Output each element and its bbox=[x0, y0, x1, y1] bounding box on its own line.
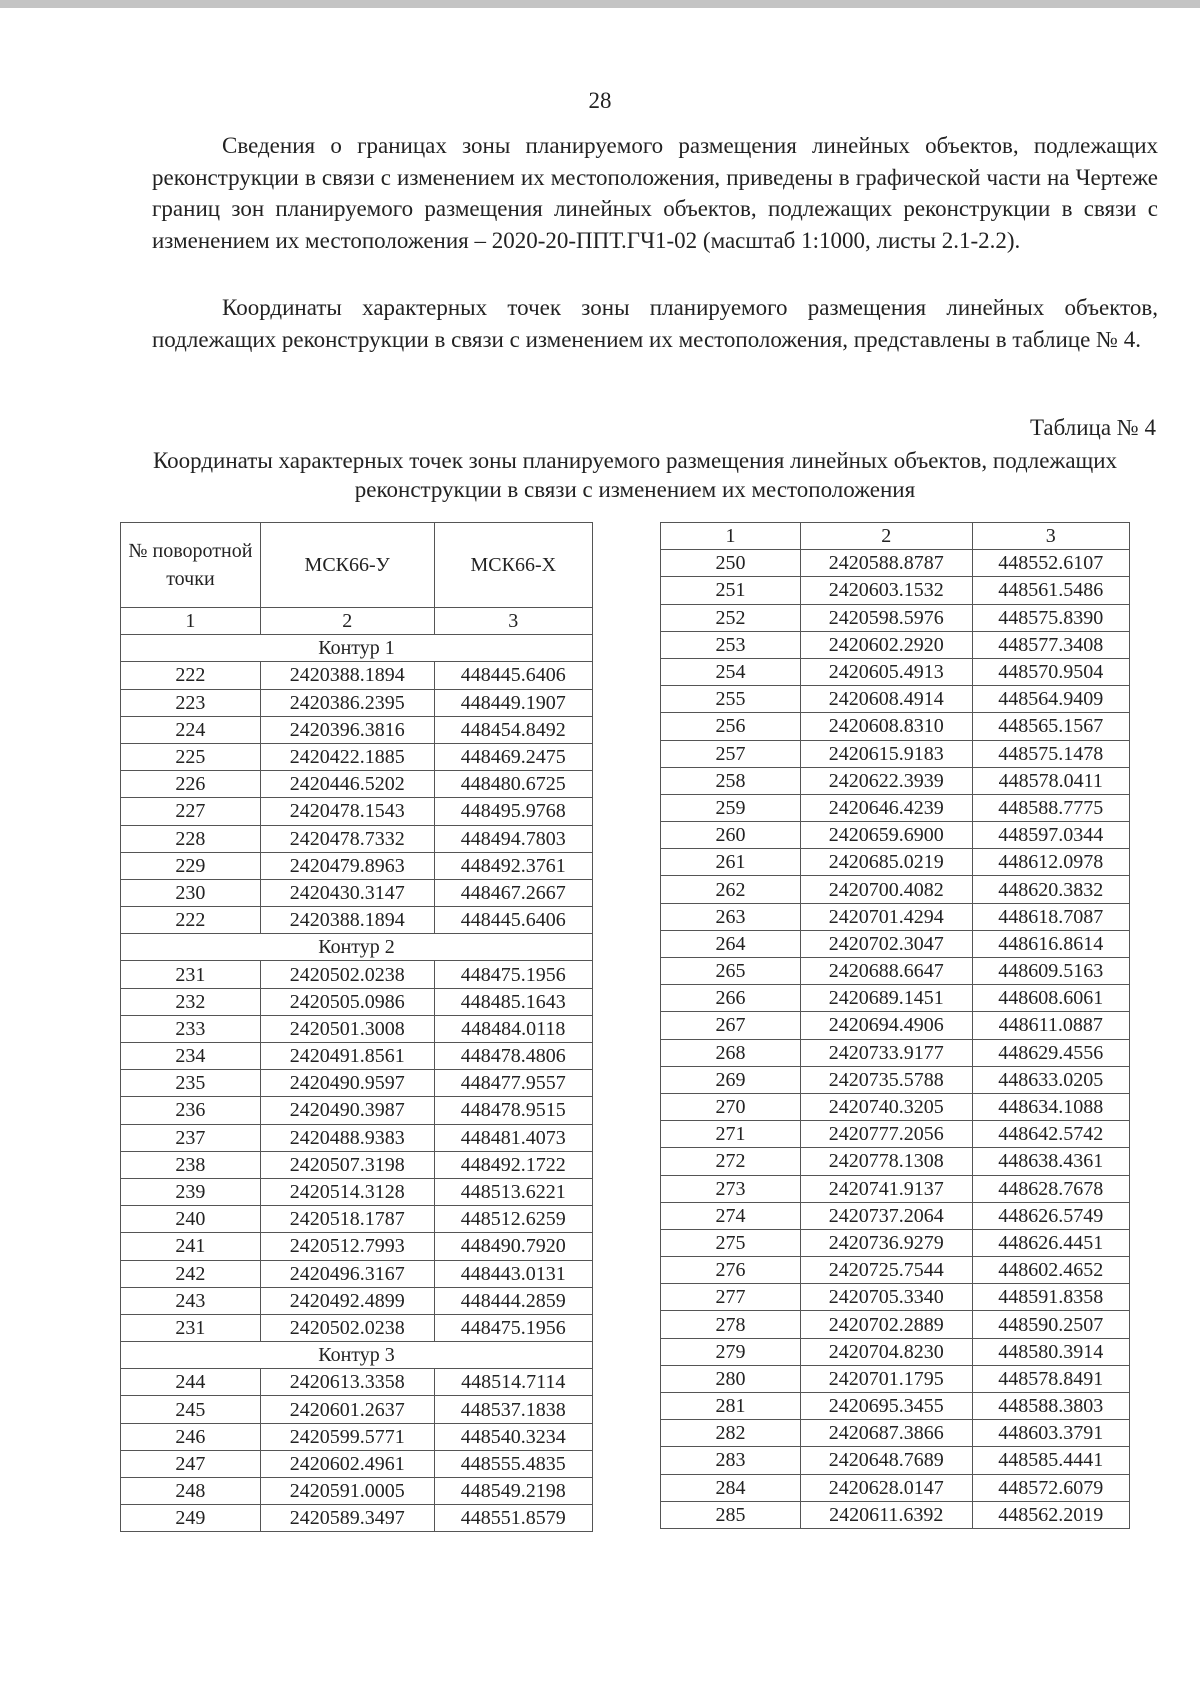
table-row bbox=[121, 1043, 593, 1070]
paragraph-boundaries-info: Сведения о границах зоны планируемого размещения линейных объектов, подлежащих реконструкции в связи с изменением их местоположения, приведены в графической части на Чертеже границ зон планируемого размещения линейных объектов, подлежащих реконструкции в связи с изменением их местоположения – 2020-20-ППТ.ГЧ1-02 (масштаб 1:1000, листы 2.1-2.2). bbox=[152, 133, 1158, 253]
table-row bbox=[121, 1070, 593, 1097]
x-coordinate-cell: 448469.2475 bbox=[434, 743, 592, 770]
y-coordinate-cell: 2420605.4913 bbox=[800, 658, 972, 685]
y-coordinate-cell: 2420601.2637 bbox=[260, 1396, 434, 1423]
x-coordinate-cell: 448609.5163 bbox=[972, 958, 1129, 985]
x-coordinate-cell: 448577.3408 bbox=[972, 631, 1129, 658]
point-number-cell: 244 bbox=[121, 1369, 261, 1396]
y-coordinate-cell: 2420599.5771 bbox=[260, 1423, 434, 1450]
y-coordinate-cell: 2420608.8310 bbox=[800, 713, 972, 740]
table-row bbox=[661, 1012, 1130, 1039]
x-coordinate-cell: 448445.6406 bbox=[434, 907, 592, 934]
point-number-cell: 227 bbox=[121, 798, 261, 825]
x-coordinate-cell: 448578.8491 bbox=[972, 1365, 1129, 1392]
header-point-number: № поворотной точки bbox=[121, 523, 261, 608]
table-row bbox=[121, 1287, 593, 1314]
y-coordinate-cell: 2420501.3008 bbox=[260, 1015, 434, 1042]
y-coordinate-cell: 2420502.0238 bbox=[260, 961, 434, 988]
point-number-cell: 257 bbox=[661, 740, 801, 767]
y-coordinate-cell: 2420628.0147 bbox=[800, 1474, 972, 1501]
x-coordinate-cell: 448612.0978 bbox=[972, 849, 1129, 876]
x-coordinate-cell: 448540.3234 bbox=[434, 1423, 592, 1450]
x-coordinate-cell: 448570.9504 bbox=[972, 658, 1129, 685]
contour-label: Контур 2 bbox=[121, 934, 593, 961]
y-coordinate-cell: 2420608.4914 bbox=[800, 686, 972, 713]
table-row bbox=[661, 1039, 1130, 1066]
table-row bbox=[661, 1393, 1130, 1420]
point-number-cell: 229 bbox=[121, 852, 261, 879]
table-row bbox=[121, 1015, 593, 1042]
table-row bbox=[661, 958, 1130, 985]
table-row bbox=[121, 988, 593, 1015]
y-coordinate-cell: 2420613.3358 bbox=[260, 1369, 434, 1396]
y-coordinate-cell: 2420695.3455 bbox=[800, 1393, 972, 1420]
point-number-cell: 269 bbox=[661, 1066, 801, 1093]
x-coordinate-cell: 448484.0118 bbox=[434, 1015, 592, 1042]
point-number-cell: 248 bbox=[121, 1478, 261, 1505]
y-coordinate-cell: 2420735.5788 bbox=[800, 1066, 972, 1093]
x-coordinate-cell: 448552.6107 bbox=[972, 550, 1129, 577]
table-row bbox=[121, 879, 593, 906]
x-coordinate-cell: 448633.0205 bbox=[972, 1066, 1129, 1093]
table-row bbox=[121, 1423, 593, 1450]
table-row bbox=[121, 1233, 593, 1260]
y-coordinate-cell: 2420777.2056 bbox=[800, 1121, 972, 1148]
y-coordinate-cell: 2420704.8230 bbox=[800, 1338, 972, 1365]
x-coordinate-cell: 448555.4835 bbox=[434, 1450, 592, 1477]
table-header-row bbox=[121, 523, 593, 608]
table-row bbox=[121, 716, 593, 743]
point-number-cell: 272 bbox=[661, 1148, 801, 1175]
point-number-cell: 231 bbox=[121, 1314, 261, 1341]
contour-label: Контур 1 bbox=[121, 635, 593, 662]
point-number-cell: 228 bbox=[121, 825, 261, 852]
y-coordinate-cell: 2420736.9279 bbox=[800, 1229, 972, 1256]
table-row bbox=[661, 577, 1130, 604]
y-coordinate-cell: 2420615.9183 bbox=[800, 740, 972, 767]
point-number-cell: 262 bbox=[661, 876, 801, 903]
y-coordinate-cell: 2420741.9137 bbox=[800, 1175, 972, 1202]
point-number-cell: 263 bbox=[661, 903, 801, 930]
table-row bbox=[661, 849, 1130, 876]
x-coordinate-cell: 448477.9557 bbox=[434, 1070, 592, 1097]
x-coordinate-cell: 448616.8614 bbox=[972, 930, 1129, 957]
page-top-border bbox=[0, 0, 1200, 8]
x-coordinate-cell: 448626.4451 bbox=[972, 1229, 1129, 1256]
table-row bbox=[661, 550, 1130, 577]
table-row bbox=[661, 1474, 1130, 1501]
point-number-cell: 226 bbox=[121, 771, 261, 798]
x-coordinate-cell: 448475.1956 bbox=[434, 1314, 592, 1341]
y-coordinate-cell: 2420622.3939 bbox=[800, 767, 972, 794]
point-number-cell: 270 bbox=[661, 1093, 801, 1120]
point-number-cell: 235 bbox=[121, 1070, 261, 1097]
point-number-cell: 265 bbox=[661, 958, 801, 985]
x-coordinate-cell: 448642.5742 bbox=[972, 1121, 1129, 1148]
table-row bbox=[661, 1148, 1130, 1175]
y-coordinate-cell: 2420740.3205 bbox=[800, 1093, 972, 1120]
point-number-cell: 261 bbox=[661, 849, 801, 876]
table-row bbox=[661, 985, 1130, 1012]
table-row bbox=[661, 658, 1130, 685]
point-number-cell: 258 bbox=[661, 767, 801, 794]
y-coordinate-cell: 2420591.0005 bbox=[260, 1478, 434, 1505]
point-number-cell: 245 bbox=[121, 1396, 261, 1423]
x-coordinate-cell: 448513.6221 bbox=[434, 1178, 592, 1205]
table-row bbox=[121, 662, 593, 689]
point-number-cell: 274 bbox=[661, 1202, 801, 1229]
y-coordinate-cell: 2420488.9383 bbox=[260, 1124, 434, 1151]
y-coordinate-cell: 2420685.0219 bbox=[800, 849, 972, 876]
point-number-cell: 222 bbox=[121, 907, 261, 934]
x-coordinate-cell: 448603.3791 bbox=[972, 1420, 1129, 1447]
table-label: Таблица № 4 bbox=[1029, 415, 1156, 440]
x-coordinate-cell: 448537.1838 bbox=[434, 1396, 592, 1423]
table-title: Координаты характерных точек зоны планируемого размещения линейных объектов, подлежащих реконструкции в связи с изменением их местоположения bbox=[152, 448, 1118, 502]
column-number-3: 3 bbox=[434, 608, 592, 635]
table-row bbox=[661, 1121, 1130, 1148]
column-number-row bbox=[661, 523, 1130, 550]
table-row bbox=[661, 1338, 1130, 1365]
x-coordinate-cell: 448629.4556 bbox=[972, 1039, 1129, 1066]
point-number-cell: 233 bbox=[121, 1015, 261, 1042]
table-row bbox=[661, 1447, 1130, 1474]
y-coordinate-cell: 2420687.3866 bbox=[800, 1420, 972, 1447]
coordinates-table-left bbox=[120, 522, 593, 1532]
y-coordinate-cell: 2420388.1894 bbox=[260, 662, 434, 689]
table-row bbox=[121, 1206, 593, 1233]
page-number: 28 bbox=[588, 88, 612, 113]
x-coordinate-cell: 448611.0887 bbox=[972, 1012, 1129, 1039]
table-row bbox=[121, 1478, 593, 1505]
table-row bbox=[121, 1369, 593, 1396]
column-number-2: 2 bbox=[260, 608, 434, 635]
x-coordinate-cell: 448575.1478 bbox=[972, 740, 1129, 767]
x-coordinate-cell: 448608.6061 bbox=[972, 985, 1129, 1012]
table-row bbox=[661, 686, 1130, 713]
y-coordinate-cell: 2420496.3167 bbox=[260, 1260, 434, 1287]
point-number-cell: 281 bbox=[661, 1393, 801, 1420]
table-row bbox=[661, 1284, 1130, 1311]
x-coordinate-cell: 448514.7114 bbox=[434, 1369, 592, 1396]
x-coordinate-cell: 448626.5749 bbox=[972, 1202, 1129, 1229]
y-coordinate-cell: 2420512.7993 bbox=[260, 1233, 434, 1260]
x-coordinate-cell: 448580.3914 bbox=[972, 1338, 1129, 1365]
x-coordinate-cell: 448467.2667 bbox=[434, 879, 592, 906]
x-coordinate-cell: 448564.9409 bbox=[972, 686, 1129, 713]
y-coordinate-cell: 2420602.4961 bbox=[260, 1450, 434, 1477]
point-number-cell: 231 bbox=[121, 961, 261, 988]
point-number-cell: 278 bbox=[661, 1311, 801, 1338]
point-number-cell: 254 bbox=[661, 658, 801, 685]
point-number-cell: 256 bbox=[661, 713, 801, 740]
table-row bbox=[121, 907, 593, 934]
table-row bbox=[661, 713, 1130, 740]
x-coordinate-cell: 448494.7803 bbox=[434, 825, 592, 852]
table-row bbox=[661, 631, 1130, 658]
x-coordinate-cell: 448478.4806 bbox=[434, 1043, 592, 1070]
x-coordinate-cell: 448597.0344 bbox=[972, 822, 1129, 849]
y-coordinate-cell: 2420733.9177 bbox=[800, 1039, 972, 1066]
x-coordinate-cell: 448588.3803 bbox=[972, 1393, 1129, 1420]
point-number-cell: 223 bbox=[121, 689, 261, 716]
y-coordinate-cell: 2420388.1894 bbox=[260, 907, 434, 934]
x-coordinate-cell: 448575.8390 bbox=[972, 604, 1129, 631]
y-coordinate-cell: 2420705.3340 bbox=[800, 1284, 972, 1311]
x-coordinate-cell: 448618.7087 bbox=[972, 903, 1129, 930]
x-coordinate-cell: 448490.7920 bbox=[434, 1233, 592, 1260]
x-coordinate-cell: 448475.1956 bbox=[434, 961, 592, 988]
point-number-cell: 282 bbox=[661, 1420, 801, 1447]
point-number-cell: 241 bbox=[121, 1233, 261, 1260]
y-coordinate-cell: 2420446.5202 bbox=[260, 771, 434, 798]
y-coordinate-cell: 2420396.3816 bbox=[260, 716, 434, 743]
point-number-cell: 224 bbox=[121, 716, 261, 743]
y-coordinate-cell: 2420659.6900 bbox=[800, 822, 972, 849]
table-row bbox=[661, 1257, 1130, 1284]
column-number-1: 1 bbox=[661, 523, 801, 550]
x-coordinate-cell: 448445.6406 bbox=[434, 662, 592, 689]
y-coordinate-cell: 2420725.7544 bbox=[800, 1257, 972, 1284]
table-row bbox=[661, 930, 1130, 957]
y-coordinate-cell: 2420694.4906 bbox=[800, 1012, 972, 1039]
table-row bbox=[121, 1178, 593, 1205]
point-number-cell: 264 bbox=[661, 930, 801, 957]
point-number-cell: 243 bbox=[121, 1287, 261, 1314]
table-row bbox=[661, 1501, 1130, 1528]
point-number-cell: 276 bbox=[661, 1257, 801, 1284]
table-row bbox=[661, 604, 1130, 631]
table-row bbox=[661, 1066, 1130, 1093]
x-coordinate-cell: 448591.8358 bbox=[972, 1284, 1129, 1311]
table-row bbox=[661, 903, 1130, 930]
x-coordinate-cell: 448444.2859 bbox=[434, 1287, 592, 1314]
table-row bbox=[121, 852, 593, 879]
x-coordinate-cell: 448449.1907 bbox=[434, 689, 592, 716]
x-coordinate-cell: 448588.7775 bbox=[972, 794, 1129, 821]
table-row bbox=[121, 1260, 593, 1287]
point-number-cell: 250 bbox=[661, 550, 801, 577]
paragraph-coordinates-info: Координаты характерных точек зоны планируемого размещения линейных объектов, подлежащих реконструкции в связи с изменением их местоположения, представлены в таблице № 4. bbox=[152, 295, 1158, 352]
point-number-cell: 222 bbox=[121, 662, 261, 689]
x-coordinate-cell: 448628.7678 bbox=[972, 1175, 1129, 1202]
point-number-cell: 238 bbox=[121, 1151, 261, 1178]
table-row bbox=[661, 1202, 1130, 1229]
y-coordinate-cell: 2420492.4899 bbox=[260, 1287, 434, 1314]
y-coordinate-cell: 2420507.3198 bbox=[260, 1151, 434, 1178]
table-row bbox=[121, 1396, 593, 1423]
x-coordinate-cell: 448551.8579 bbox=[434, 1505, 592, 1532]
y-coordinate-cell: 2420518.1787 bbox=[260, 1206, 434, 1233]
point-number-cell: 268 bbox=[661, 1039, 801, 1066]
table-row bbox=[121, 1151, 593, 1178]
point-number-cell: 277 bbox=[661, 1284, 801, 1311]
table-row bbox=[121, 798, 593, 825]
y-coordinate-cell: 2420702.2889 bbox=[800, 1311, 972, 1338]
table-row bbox=[121, 1450, 593, 1477]
y-coordinate-cell: 2420598.5976 bbox=[800, 604, 972, 631]
y-coordinate-cell: 2420502.0238 bbox=[260, 1314, 434, 1341]
x-coordinate-cell: 448638.4361 bbox=[972, 1148, 1129, 1175]
y-coordinate-cell: 2420701.4294 bbox=[800, 903, 972, 930]
y-coordinate-cell: 2420490.9597 bbox=[260, 1070, 434, 1097]
y-coordinate-cell: 2420505.0986 bbox=[260, 988, 434, 1015]
point-number-cell: 232 bbox=[121, 988, 261, 1015]
table-row bbox=[661, 822, 1130, 849]
x-coordinate-cell: 448480.6725 bbox=[434, 771, 592, 798]
point-number-cell: 240 bbox=[121, 1206, 261, 1233]
y-coordinate-cell: 2420422.1885 bbox=[260, 743, 434, 770]
point-number-cell: 266 bbox=[661, 985, 801, 1012]
point-number-cell: 242 bbox=[121, 1260, 261, 1287]
point-number-cell: 284 bbox=[661, 1474, 801, 1501]
y-coordinate-cell: 2420479.8963 bbox=[260, 852, 434, 879]
point-number-cell: 249 bbox=[121, 1505, 261, 1532]
x-coordinate-cell: 448585.4441 bbox=[972, 1447, 1129, 1474]
point-number-cell: 255 bbox=[661, 686, 801, 713]
x-coordinate-cell: 448562.2019 bbox=[972, 1501, 1129, 1528]
contour-row bbox=[121, 934, 593, 961]
column-number-3: 3 bbox=[972, 523, 1129, 550]
point-number-cell: 259 bbox=[661, 794, 801, 821]
y-coordinate-cell: 2420430.3147 bbox=[260, 879, 434, 906]
x-coordinate-cell: 448590.2507 bbox=[972, 1311, 1129, 1338]
table-row bbox=[121, 1097, 593, 1124]
y-coordinate-cell: 2420602.2920 bbox=[800, 631, 972, 658]
point-number-cell: 275 bbox=[661, 1229, 801, 1256]
x-coordinate-cell: 448565.1567 bbox=[972, 713, 1129, 740]
table-row bbox=[661, 1365, 1130, 1392]
y-coordinate-cell: 2420737.2064 bbox=[800, 1202, 972, 1229]
table-row bbox=[121, 689, 593, 716]
point-number-cell: 252 bbox=[661, 604, 801, 631]
header-msk66-x: МСК66-Х bbox=[434, 523, 592, 608]
x-coordinate-cell: 448478.9515 bbox=[434, 1097, 592, 1124]
x-coordinate-cell: 448602.4652 bbox=[972, 1257, 1129, 1284]
table-row bbox=[121, 743, 593, 770]
point-number-cell: 225 bbox=[121, 743, 261, 770]
contour-row bbox=[121, 1342, 593, 1369]
y-coordinate-cell: 2420702.3047 bbox=[800, 930, 972, 957]
y-coordinate-cell: 2420646.4239 bbox=[800, 794, 972, 821]
y-coordinate-cell: 2420490.3987 bbox=[260, 1097, 434, 1124]
x-coordinate-cell: 448443.0131 bbox=[434, 1260, 592, 1287]
column-number-row bbox=[121, 608, 593, 635]
y-coordinate-cell: 2420478.7332 bbox=[260, 825, 434, 852]
point-number-cell: 285 bbox=[661, 1501, 801, 1528]
table-row bbox=[661, 1420, 1130, 1447]
table-row bbox=[121, 771, 593, 798]
y-coordinate-cell: 2420491.8561 bbox=[260, 1043, 434, 1070]
table-row bbox=[661, 767, 1130, 794]
x-coordinate-cell: 448492.3761 bbox=[434, 852, 592, 879]
x-coordinate-cell: 448572.6079 bbox=[972, 1474, 1129, 1501]
x-coordinate-cell: 448620.3832 bbox=[972, 876, 1129, 903]
x-coordinate-cell: 448578.0411 bbox=[972, 767, 1129, 794]
y-coordinate-cell: 2420701.1795 bbox=[800, 1365, 972, 1392]
x-coordinate-cell: 448561.5486 bbox=[972, 577, 1129, 604]
y-coordinate-cell: 2420514.3128 bbox=[260, 1178, 434, 1205]
coordinates-table-right bbox=[660, 522, 1130, 1529]
point-number-cell: 234 bbox=[121, 1043, 261, 1070]
x-coordinate-cell: 448549.2198 bbox=[434, 1478, 592, 1505]
table-row bbox=[661, 1229, 1130, 1256]
table-row bbox=[121, 961, 593, 988]
x-coordinate-cell: 448454.8492 bbox=[434, 716, 592, 743]
point-number-cell: 236 bbox=[121, 1097, 261, 1124]
point-number-cell: 251 bbox=[661, 577, 801, 604]
point-number-cell: 246 bbox=[121, 1423, 261, 1450]
table-row bbox=[661, 876, 1130, 903]
x-coordinate-cell: 448481.4073 bbox=[434, 1124, 592, 1151]
y-coordinate-cell: 2420589.3497 bbox=[260, 1505, 434, 1532]
y-coordinate-cell: 2420778.1308 bbox=[800, 1148, 972, 1175]
point-number-cell: 247 bbox=[121, 1450, 261, 1477]
point-number-cell: 273 bbox=[661, 1175, 801, 1202]
y-coordinate-cell: 2420648.7689 bbox=[800, 1447, 972, 1474]
y-coordinate-cell: 2420611.6392 bbox=[800, 1501, 972, 1528]
y-coordinate-cell: 2420603.1532 bbox=[800, 577, 972, 604]
table-row bbox=[121, 1124, 593, 1151]
point-number-cell: 279 bbox=[661, 1338, 801, 1365]
table-row bbox=[121, 1505, 593, 1532]
header-msk66-y: МСК66-У bbox=[260, 523, 434, 608]
point-number-cell: 237 bbox=[121, 1124, 261, 1151]
table-row bbox=[121, 1314, 593, 1341]
y-coordinate-cell: 2420386.2395 bbox=[260, 689, 434, 716]
y-coordinate-cell: 2420478.1543 bbox=[260, 798, 434, 825]
point-number-cell: 280 bbox=[661, 1365, 801, 1392]
point-number-cell: 260 bbox=[661, 822, 801, 849]
column-number-2: 2 bbox=[800, 523, 972, 550]
y-coordinate-cell: 2420588.8787 bbox=[800, 550, 972, 577]
table-row bbox=[661, 740, 1130, 767]
point-number-cell: 253 bbox=[661, 631, 801, 658]
table-row bbox=[661, 1175, 1130, 1202]
table-row bbox=[121, 825, 593, 852]
x-coordinate-cell: 448485.1643 bbox=[434, 988, 592, 1015]
x-coordinate-cell: 448495.9768 bbox=[434, 798, 592, 825]
point-number-cell: 271 bbox=[661, 1121, 801, 1148]
point-number-cell: 239 bbox=[121, 1178, 261, 1205]
table-row bbox=[661, 1093, 1130, 1120]
y-coordinate-cell: 2420689.1451 bbox=[800, 985, 972, 1012]
x-coordinate-cell: 448512.6259 bbox=[434, 1206, 592, 1233]
point-number-cell: 283 bbox=[661, 1447, 801, 1474]
contour-row bbox=[121, 635, 593, 662]
point-number-cell: 230 bbox=[121, 879, 261, 906]
x-coordinate-cell: 448492.1722 bbox=[434, 1151, 592, 1178]
contour-label: Контур 3 bbox=[121, 1342, 593, 1369]
table-row bbox=[661, 1311, 1130, 1338]
column-number-1: 1 bbox=[121, 608, 261, 635]
y-coordinate-cell: 2420688.6647 bbox=[800, 958, 972, 985]
x-coordinate-cell: 448634.1088 bbox=[972, 1093, 1129, 1120]
y-coordinate-cell: 2420700.4082 bbox=[800, 876, 972, 903]
point-number-cell: 267 bbox=[661, 1012, 801, 1039]
table-row bbox=[661, 794, 1130, 821]
